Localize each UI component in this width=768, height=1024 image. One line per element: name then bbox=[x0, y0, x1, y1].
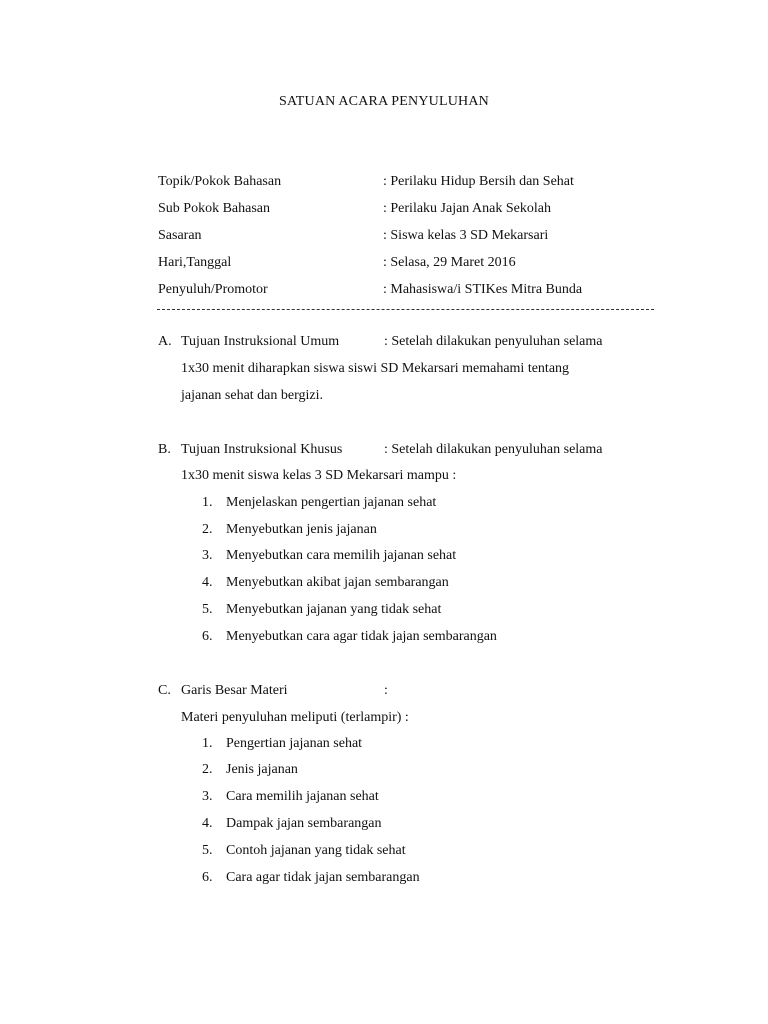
list-text: Menyebutkan cara memilih jajanan sehat bbox=[226, 548, 457, 563]
list-item bbox=[202, 870, 662, 890]
info-label: Sasaran bbox=[158, 228, 202, 243]
section-label: Tujuan Instruksional Umum bbox=[181, 334, 340, 349]
info-row-topik bbox=[158, 174, 678, 194]
info-label: Hari,Tanggal bbox=[158, 255, 232, 270]
list-text: Menyebutkan jenis jajanan bbox=[226, 522, 377, 537]
info-row-penyuluh bbox=[158, 282, 678, 302]
list-item bbox=[202, 789, 662, 809]
info-label: Sub Pokok Bahasan bbox=[158, 201, 270, 216]
list-text: Menyebutkan jajanan yang tidak sehat bbox=[226, 602, 442, 617]
section-letter: A. bbox=[158, 334, 172, 349]
list-item bbox=[202, 816, 662, 836]
list-item bbox=[202, 495, 662, 515]
list-text: Menyebutkan akibat jajan sembarangan bbox=[226, 575, 449, 590]
info-row-sasaran bbox=[158, 228, 678, 248]
section-colon-text: : bbox=[384, 683, 388, 698]
section-a-line: jajanan sehat dan bergizi. bbox=[181, 388, 324, 403]
list-number: 1. bbox=[202, 495, 213, 510]
info-value: : Perilaku Jajan Anak Sekolah bbox=[383, 201, 551, 216]
list-number: 2. bbox=[202, 762, 213, 777]
list-item bbox=[202, 736, 662, 756]
list-item bbox=[202, 548, 662, 568]
list-text: Cara agar tidak jajan sembarangan bbox=[226, 870, 420, 885]
list-text: Cara memilih jajanan sehat bbox=[226, 789, 379, 804]
list-number: 5. bbox=[202, 602, 213, 617]
list-number: 6. bbox=[202, 870, 213, 885]
section-letter: B. bbox=[158, 442, 171, 457]
info-label: Topik/Pokok Bahasan bbox=[158, 174, 282, 189]
list-item bbox=[202, 522, 662, 542]
section-b-heading bbox=[158, 442, 678, 462]
info-row-hari-tanggal bbox=[158, 255, 678, 275]
info-value: : Mahasiswa/i STIKes Mitra Bunda bbox=[383, 282, 583, 297]
list-text: Pengertian jajanan sehat bbox=[226, 736, 363, 751]
list-number: 1. bbox=[202, 736, 213, 751]
info-value: : Siswa kelas 3 SD Mekarsari bbox=[383, 228, 549, 243]
list-item bbox=[202, 602, 662, 622]
section-colon-text: : Setelah dilakukan penyuluhan selama bbox=[384, 334, 603, 349]
info-label: Penyuluh/Promotor bbox=[158, 282, 268, 297]
section-label: Garis Besar Materi bbox=[181, 683, 288, 698]
list-number: 6. bbox=[202, 629, 213, 644]
list-text: Menyebutkan cara agar tidak jajan sembarangan bbox=[226, 629, 497, 644]
section-a-heading bbox=[158, 334, 678, 354]
list-number: 3. bbox=[202, 789, 213, 804]
info-row-sub-pokok bbox=[158, 201, 678, 221]
list-number: 2. bbox=[202, 522, 213, 537]
dashed-divider bbox=[157, 309, 654, 310]
list-number: 5. bbox=[202, 843, 213, 858]
list-number: 4. bbox=[202, 816, 213, 831]
document-title: SATUAN ACARA PENYULUHAN bbox=[279, 94, 489, 109]
list-item bbox=[202, 762, 662, 782]
list-item bbox=[202, 629, 662, 649]
list-text: Jenis jajanan bbox=[226, 762, 298, 777]
list-number: 3. bbox=[202, 548, 213, 563]
section-b-line: 1x30 menit siswa kelas 3 SD Mekarsari mampu : bbox=[181, 468, 457, 483]
info-value: : Perilaku Hidup Bersih dan Sehat bbox=[383, 174, 574, 189]
section-colon-text: : Setelah dilakukan penyuluhan selama bbox=[384, 442, 603, 457]
list-text: Menjelaskan pengertian jajanan sehat bbox=[226, 495, 437, 510]
list-item bbox=[202, 843, 662, 863]
list-text: Contoh jajanan yang tidak sehat bbox=[226, 843, 406, 858]
section-c-line: Materi penyuluhan meliputi (terlampir) : bbox=[181, 710, 409, 725]
section-label: Tujuan Instruksional Khusus bbox=[181, 442, 343, 457]
section-letter: C. bbox=[158, 683, 171, 698]
info-value: : Selasa, 29 Maret 2016 bbox=[383, 255, 516, 270]
list-text: Dampak jajan sembarangan bbox=[226, 816, 382, 831]
list-item bbox=[202, 575, 662, 595]
list-number: 4. bbox=[202, 575, 213, 590]
section-a-line: 1x30 menit diharapkan siswa siswi SD Mekarsari memahami tentang bbox=[181, 361, 570, 376]
section-c-heading bbox=[158, 683, 678, 703]
